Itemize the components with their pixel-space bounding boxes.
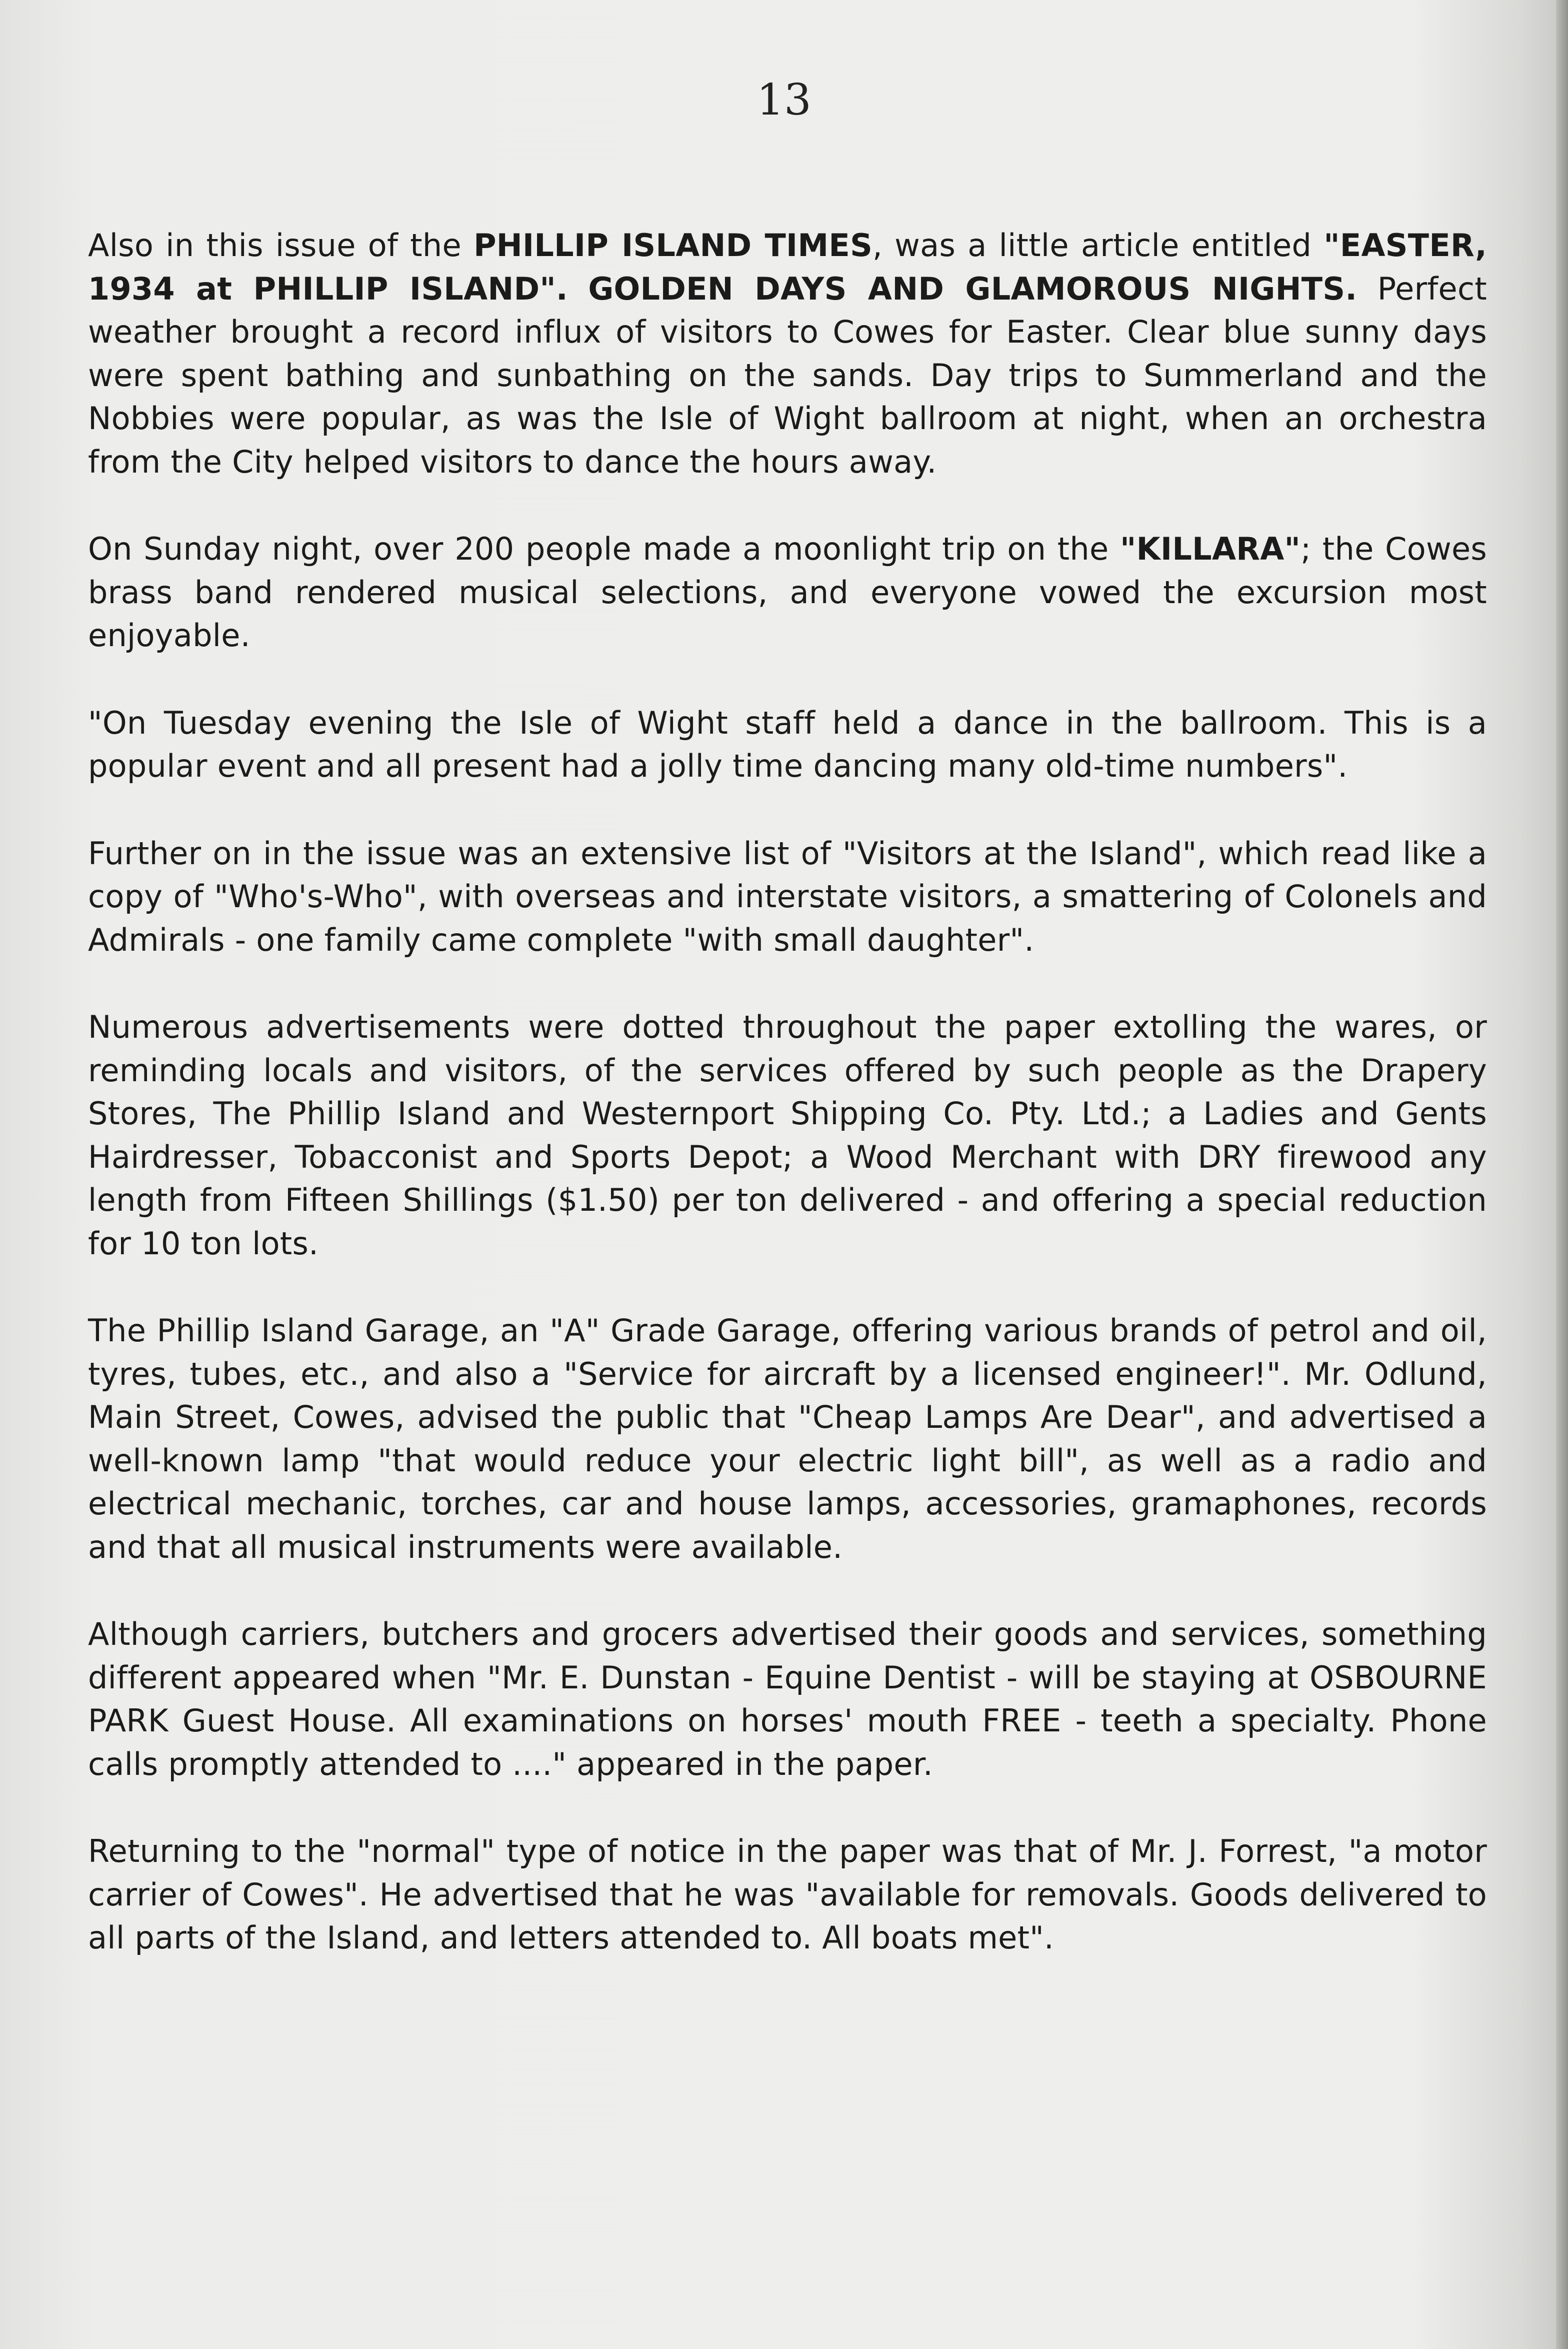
p1-text-1: Also in this issue of the: [88, 227, 474, 264]
p1-text-2: , was a little article entitled: [872, 227, 1324, 264]
paragraph-motor-carrier: Returning to the "normal" type of notice in the paper was that of Mr. J. Forrest, "a motor carrier of Cowes". He advertised that he was "available for removals. Goods delivered to all parts of the Island, and letters attended to. All boats met".: [88, 1833, 1487, 1956]
p2-text-2: ; the Cowes brass band rendered musical selections, and everyone vowed the excursion most enjoyable.: [88, 531, 1488, 654]
paragraph-easter-article: [88, 224, 1487, 484]
paragraph-advertisements: Numerous advertisements were dotted throughout the paper extolling the wares, or reminding locals and visitors, of the services offered by such people as the Drapery Stores, The Phillip Island and Westernport Shipping Co. Pty. Ltd.; a Ladies and Gents Hairdresser, Tobacconist and Sports Depot; a Wood Merchant with DRY firewood any length from Fifteen Shillings ($1.50) per ton delivered - and offering a special reduction for 10 ton lots.: [88, 1009, 1487, 1262]
article-title: "EASTER, 1934 at PHILLIP ISLAND".: [88, 227, 1488, 307]
paragraph-equine-dentist: Although carriers, butchers and grocers advertised their goods and services, something different appeared when "Mr. E. Dunstan - Equine Dentist - will be staying at OSBOURNE PARK Guest House. All examinations on horses' mouth FREE - teeth a specialty. Phone calls promptly attended to ...." appeared in the paper.: [88, 1616, 1487, 1782]
paragraph-visitors-list: Further on in the issue was an extensive list of "Visitors at the Island", which read like a copy of "Who's-Who", with overseas and interstate visitors, a smattering of Colonels and Admirals - one family came complete "with small daughter".: [88, 835, 1487, 958]
article-body: [88, 224, 1487, 2004]
ship-name: "KILLARA": [1120, 531, 1301, 567]
newspaper-title: PHILLIP ISLAND TIMES: [474, 227, 873, 264]
paragraph-staff-dance: "On Tuesday evening the Isle of Wight staff held a dance in the ballroom. This is a popular event and all present had a jolly time dancing many old-time numbers".: [88, 704, 1487, 784]
p1-text-3: [568, 271, 588, 307]
paragraph-moonlight-trip: [88, 528, 1487, 658]
p1-text-4: Perfect weather brought a record influx of visitors to Cowes for Easter. Clear blue sunny days were spent bathing and sunbathing on the sands. Day trips to Summerland and the Nobbies were popular, as was the Isle of Wight ballroom at night, when an orchestra from the City helped visitors to dance the hours away.: [88, 270, 1487, 480]
book-spine-shadow: [1556, 0, 1568, 2349]
p2-text-1: On Sunday night, over 200 people made a moonlight trip on the: [88, 531, 1120, 567]
article-subtitle: GOLDEN DAYS AND GLAMOROUS NIGHTS.: [588, 270, 1358, 307]
paragraph-garage: The Phillip Island Garage, an "A" Grade Garage, offering various brands of petrol and oil, tyres, tubes, etc., and also a "Service for aircraft by a licensed engineer!". Mr. Odlund, Main Street, Cowes, advised the public that "Cheap Lamps Are Dear", and advertised a well-known lamp "that would reduce your electric light bill", as well as a radio and electrical mechanic, torches, car and house lamps, accessories, gramaphones, records and that all musical instruments were available.: [88, 1312, 1487, 1565]
page-number: 13: [756, 75, 812, 125]
